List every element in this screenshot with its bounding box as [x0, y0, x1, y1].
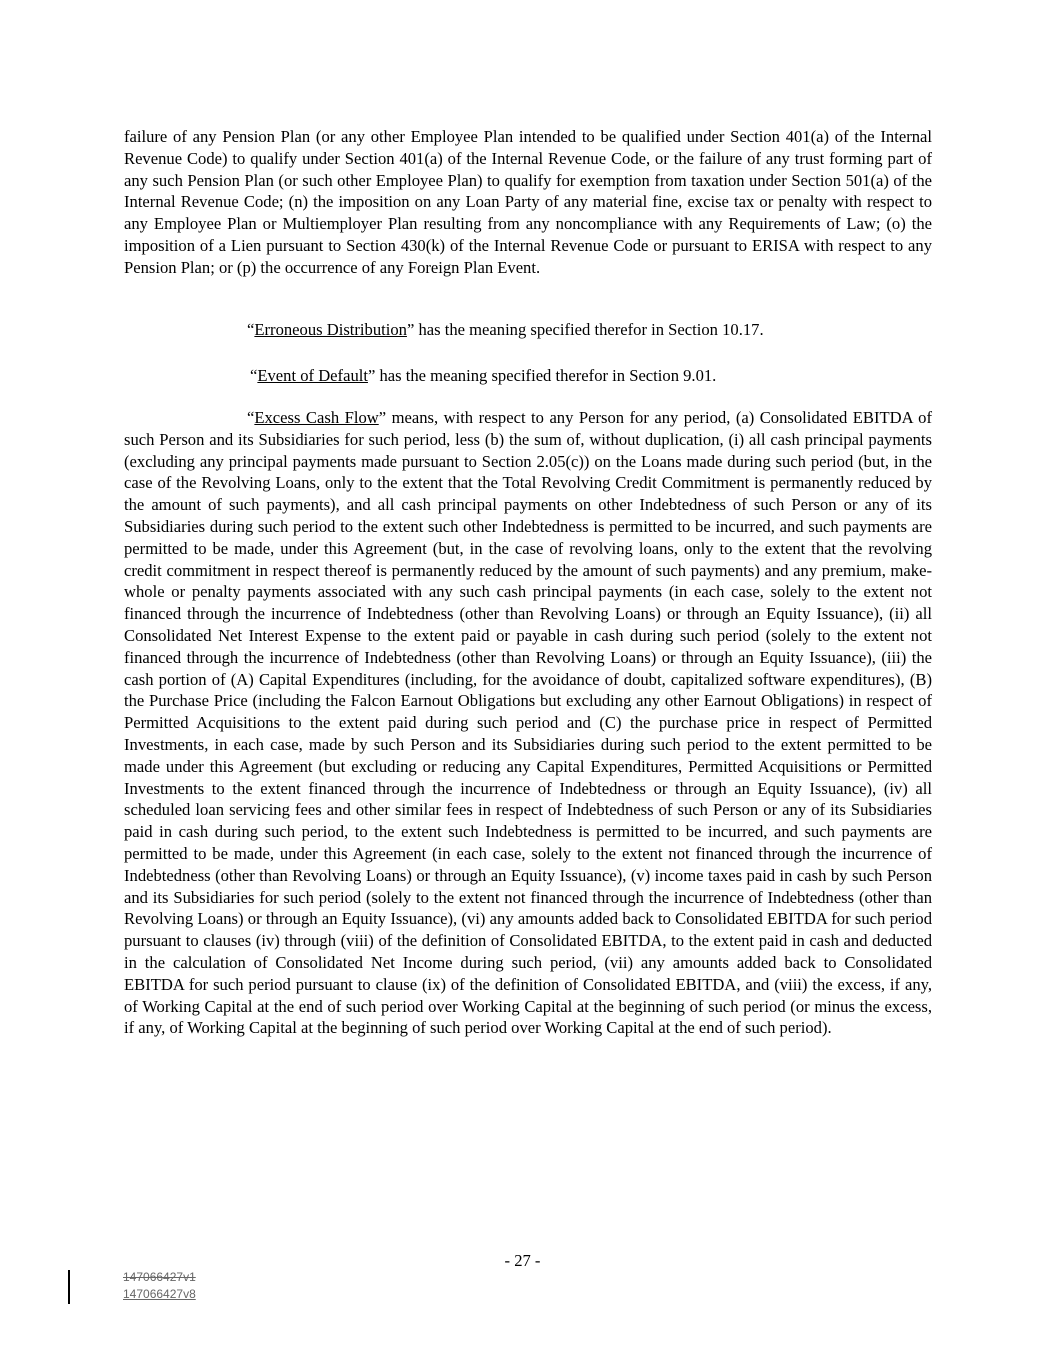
definition-open-quote: “ — [247, 408, 255, 427]
defined-term: Event of Default — [257, 366, 368, 385]
definition-text: ” means, with respect to any Person for any period, (a) Consolidated EBITDA of such Person and its Subsidiaries for such period, less (b) the sum of, without duplication, (i) all cash principal payments (excluding any principal payments made pursuant to Section 2.05(c)) on the Loans made during such period (but, in the case of the Revolving Loans, only to the extent that the Total Revolving Credit Commitment is permanently reduced by the amount of such payments), and all cash principal payments on other Indebtedness of such Person or any of its Subsidiaries during such period to the extent such other Indebtedness is permitted to be incurred, and such payments are permitted to be made, under this Agreement (but, in the case of revolving loans, only to the extent that the revolving credit commitment in respect thereof is permanently reduced by the amount of such payments) and any premium, make-whole or penalty payments associated with any such cash principal payments (in each case, solely to the extent not financed through the incurrence of Indebtedness (other than Revolving Loans) or through an Equity Issuance), (ii) all Consolidated Net Interest Expense to the extent paid or payable in cash during such period (solely to the extent not financed through the incurrence of Indebtedness (other than Revolving Loans) or through an Equity Issuance), (iii) the cash portion of (A) Capital Expenditures (including, for the avoidance of doubt, capitalized software expenditures), (B) the Purchase Price (including the Falcon Earnout Obligations but excluding any other Earnout Obligations) in respect of Permitted Acquisitions to the extent paid during such period and (C) the purchase price in respect of Permitted Investments, in each case, made by such Person and its Subsidiaries during such period to the extent permitted to be made under this Agreement (but excluding or reducing any Capital Expenditures, Permitted Acquisitions or Permitted Investments to the extent financed through the incurrence of Indebtedness or through an Equity Issuance), (iv) all scheduled loan servicing fees and other similar fees in respect of Indebtedness of such Person or any of its Subsidiaries paid in cash during such period, to the extent such Indebtedness is permitted to be incurred, and such payments are permitted to be made, under this Agreement (in each case, solely to the extent not financed through the incurrence of Indebtedness (other than Revolving Loans) or through an Equity Issuance), (v) income taxes paid in cash by such Person and its Subsidiaries for such period (solely to the extent not financed through the incurrence of Indebtedness (other than Revolving Loans) or through an Equity Issuance), (vi) any amounts added back to Consolidated EBITDA for such period pursuant to clauses (iv) through (viii) of the definition of Consolidated EBITDA, to the extent paid in cash and deducted in the calculation of Consolidated Net Income during such period, (vii) any amounts added back to Consolidated EBITDA for such period pursuant to clause (ix) of the definition of Consolidated EBITDA, and (viii) the excess, if any, of Working Capital at the end of such period over Working Capital at the beginning of such period (or minus the excess, if any, of Working Capital at the beginning of such period over Working Capital at the end of such period). — [124, 408, 933, 1038]
page-number: - 27 - — [504, 1251, 541, 1270]
definition-excess-cash-flow — [124, 407, 932, 1039]
document-id-inserted: 147066427v8 — [123, 1287, 196, 1301]
definition-open-quote: “ — [247, 320, 255, 339]
defined-term: Erroneous Distribution — [254, 320, 407, 339]
continued-paragraph: failure of any Pension Plan (or any other Employee Plan intended to be qualified under Section 401(a) of the Internal Revenue Code) to qualify under Section 401(a) of the Internal Revenue Code, or the failure of any trust forming part of any such Pension Plan (or such other Employee Plan) to qualify for exemption from taxation under Section 501(a) of the Internal Revenue Code; (n) the imposition on any Loan Party of any material fine, excise tax or penalty with respect to any Employee Plan or Multiemployer Plan resulting from any noncompliance with any Requirements of Law; (o) the imposition of a Lien pursuant to Section 430(k) of the Internal Revenue Code or pursuant to ERISA with respect to any Pension Plan; or (p) the occurrence of any Foreign Plan Event. — [124, 127, 932, 277]
defined-term: Excess Cash Flow — [254, 408, 379, 427]
definition-text: ” has the meaning specified therefor in Section 10.17. — [406, 320, 764, 339]
definition-text: ” has the meaning specified therefor in Section 9.01. — [367, 366, 717, 385]
revision-change-bar — [68, 1270, 70, 1304]
definition-open-quote: “ — [250, 366, 258, 385]
definition-erroneous-distribution — [247, 319, 764, 341]
document-id-deleted: 147066427v1 — [123, 1270, 196, 1284]
definition-event-of-default — [250, 365, 716, 387]
